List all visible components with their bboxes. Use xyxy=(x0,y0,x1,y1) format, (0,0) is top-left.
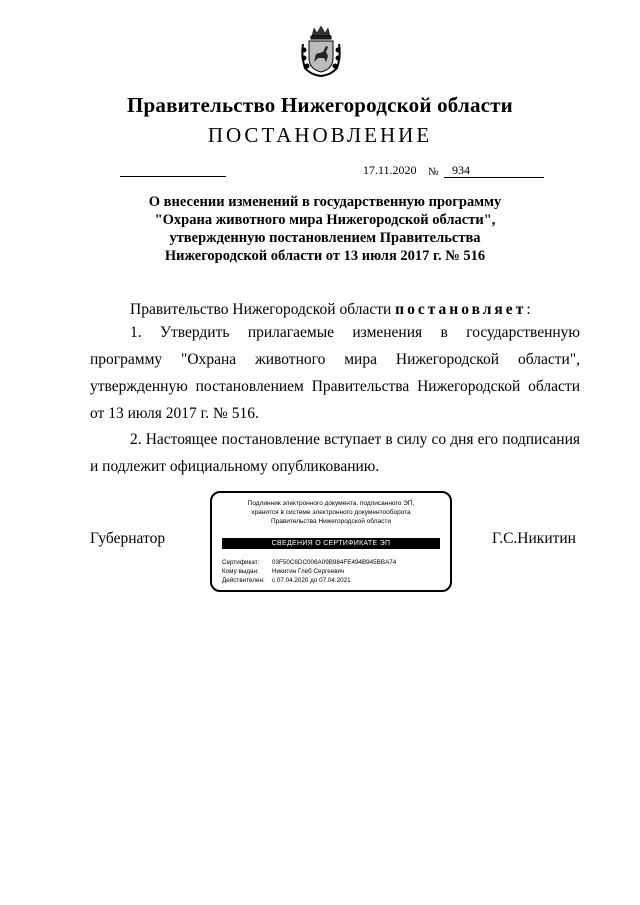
preamble-text: Правительство Нижегородской области xyxy=(130,301,392,318)
number-underline xyxy=(444,177,544,178)
stamp-header-line: Правительства Нижегородской области xyxy=(270,518,392,525)
issued-to-label: Кому выдан: xyxy=(222,568,259,575)
issued-to-value: Никитин Глеб Сергеевич xyxy=(272,568,345,575)
stamp-header-line: Подлинник электронного документа, подписанного ЭП, xyxy=(247,500,415,507)
preamble-colon: : xyxy=(526,301,531,318)
government-name: Правительство Нижегородской области xyxy=(127,93,513,117)
stamp-certificate-bar: СВЕДЕНИЯ О СЕРТИФИКАТЕ ЭП xyxy=(222,538,440,549)
signatory-role: Губернатор xyxy=(90,530,166,547)
number-sign: № xyxy=(428,166,439,178)
valid-value: с 07.04.2020 до 07.04.2021 xyxy=(272,577,351,584)
signatory-name: Г.С.Никитин xyxy=(492,530,576,547)
document-title xyxy=(120,193,530,265)
item-2: 2. Настоящее постановление вступает в силу со дня его подписания и подлежит официальному опубликованию. xyxy=(90,431,580,475)
stamp-header xyxy=(218,499,444,526)
coat-of-arms-icon xyxy=(301,24,341,78)
stamp-header-line: хранится в системе электронного документооборота xyxy=(251,509,411,516)
electronic-signature-stamp xyxy=(210,491,452,592)
document-number: 934 xyxy=(452,163,470,177)
document-type: ПОСТАНОВЛЕНИЕ xyxy=(207,123,433,147)
title-line: утвержденную постановлением Правительства xyxy=(169,230,481,246)
title-line: "Охрана животного мира Нижегородской области", xyxy=(154,212,496,228)
document-date: 17.11.2020 xyxy=(363,163,417,177)
valid-label: Действителен: xyxy=(222,577,265,584)
title-line: Нижегородской области от 13 июля 2017 г. № 516 xyxy=(164,248,486,264)
certificate-value: 03F50C6DC006A09B984FE494B945BBA74 xyxy=(272,559,397,566)
item-1: 1. Утвердить прилагаемые изменения в государственную программу "Охрана животного мира Нижегородской области", утвержденную постановлением Правительства Нижегородской области от 13 июля 2017 г. № 516. xyxy=(90,324,580,422)
stamp-details xyxy=(222,558,444,585)
date-blank-line xyxy=(120,176,226,177)
title-line: О внесении изменений в государственную программу xyxy=(148,194,502,210)
certificate-label: Сертификат: xyxy=(222,559,260,566)
preamble-verb: постановляет xyxy=(395,301,527,318)
